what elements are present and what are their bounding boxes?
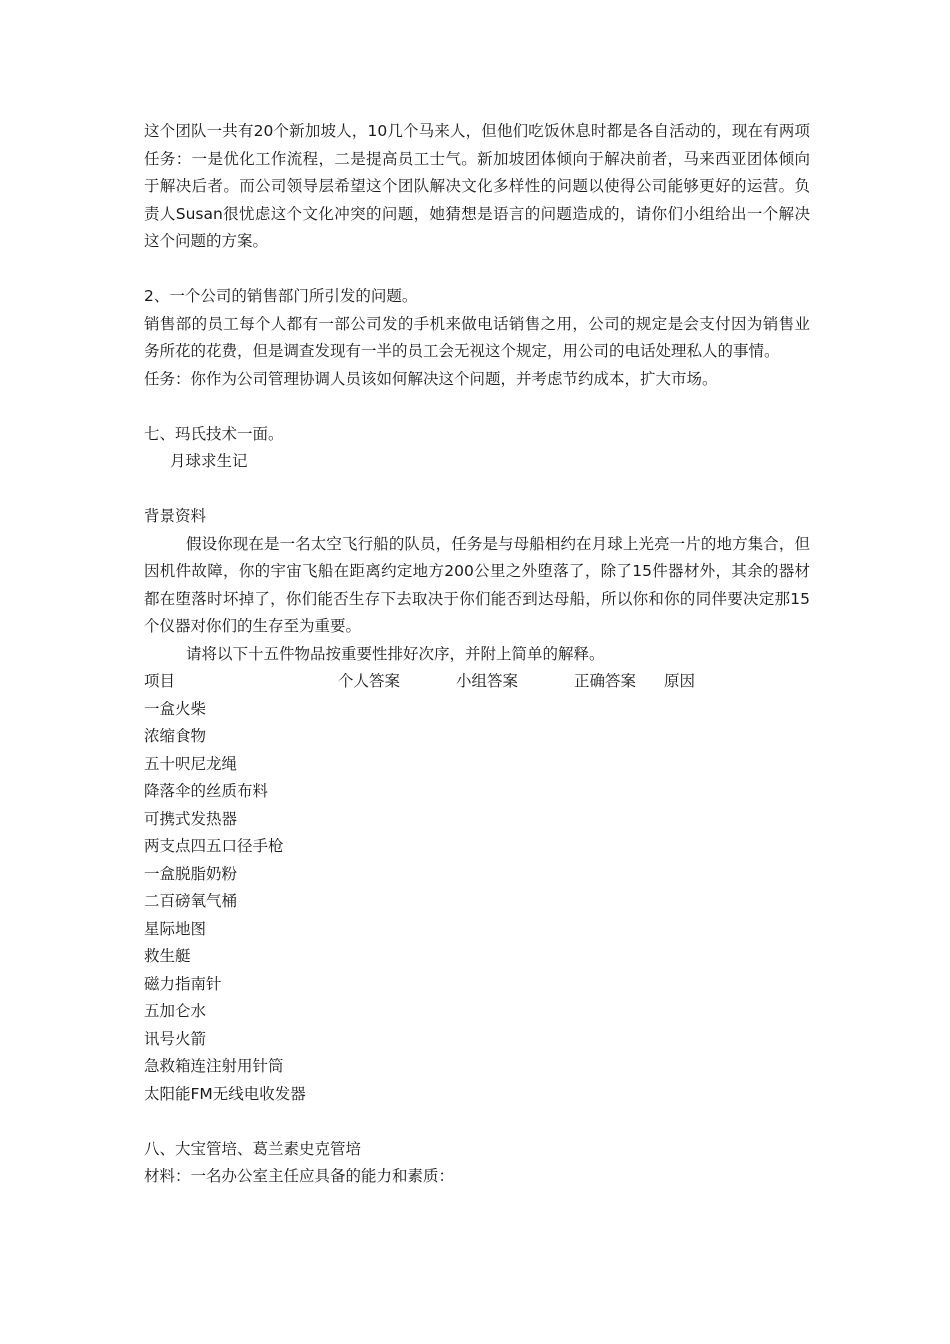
list-item: 太阳能FM无线电收发器 — [144, 1084, 306, 1103]
list-item: 一盒火柴 — [144, 699, 207, 718]
header-reason: 原因 — [664, 672, 696, 690]
background-text: 假设你现在是一名太空飞行船的队员，任务是与母船相约在月球上光亮一片的地方集合，但因机件故障，你的宇宙飞船在距离约定地方200公里之外堕落了，除了15件器材外，其余的器材都在堕落时坏掉了，你们能否生存下去取决于你们能否到达母船，所以你和你的同伴要决定那15个仪器对你们的生存至为重要。 — [144, 534, 810, 635]
sales-case-title: 2、一个公司的销售部门所引发的问题。 — [144, 287, 418, 305]
list-item: 可携式发热器 — [144, 809, 238, 828]
spacer — [144, 476, 810, 504]
list-item: 二百磅氧气桶 — [144, 892, 238, 910]
section-seven-title: 七、玛氏技术一面。 — [144, 424, 284, 443]
list-item: 讯号火箭 — [144, 1029, 207, 1048]
instruction-text: 请将以下十五件物品按重要性排好次序，并附上简单的解释。 — [186, 644, 605, 663]
list-item: 一盒脱脂奶粉 — [144, 864, 238, 883]
spacer — [144, 256, 810, 284]
header-personal-answer: 个人答案 — [338, 672, 401, 690]
list-item: 两支点四五口径手枪 — [144, 837, 284, 855]
sales-case-paragraph: 销售部的员工每个人都有一部公司发的手机来做电话销售之用，公司的规定是会支付因为销售业务所花的花费，但是调查发现有一半的员工会无视这个规定，用公司的电话处理私人的事情。 — [144, 314, 810, 360]
items-table-header — [144, 668, 810, 696]
background-label: 背景资料 — [144, 507, 207, 525]
header-item: 项目 — [144, 672, 176, 690]
section-seven-subtitle: 月球求生记 — [170, 452, 248, 470]
list-item: 五加仑水 — [144, 1002, 207, 1020]
spacer — [144, 393, 810, 421]
list-item: 降落伞的丝质布料 — [144, 782, 269, 800]
list-item: 星际地图 — [144, 919, 207, 938]
document-page — [144, 118, 810, 1191]
list-item: 五十呎尼龙绳 — [144, 754, 238, 773]
spacer — [144, 1108, 810, 1136]
singapore-case-paragraph: 这个团队一共有20个新加坡人，10几个马来人，但他们吃饭休息时都是各自活动的，现在有两项任务：一是优化工作流程，二是提高员工士气。新加坡团体倾向于解决前者，马来西亚团体倾向于解决后者。而公司领导层希望这个团队解决文化多样性的问题以使得公司能够更好的运营。负责人Susan很忧虑这个文化冲突的问题，她猜想是语言的问题造成的，请你们小组给出一个解决这个问题的方案。 — [144, 122, 810, 250]
list-item: 急救箱连注射用针筒 — [144, 1057, 284, 1075]
header-correct-answer: 正确答案 — [574, 672, 637, 690]
items-list — [144, 696, 810, 1109]
section-eight-material: 材料：一名办公室主任应具备的能力和素质： — [144, 1167, 455, 1185]
list-item: 浓缩食物 — [144, 727, 207, 745]
list-item: 救生艇 — [144, 947, 191, 965]
list-item: 磁力指南针 — [144, 974, 222, 993]
section-eight-title: 八、大宝管培、葛兰素史克管培 — [144, 1139, 362, 1158]
header-group-answer: 小组答案 — [456, 672, 519, 690]
sales-case-task: 任务：你作为公司管理协调人员该如何解决这个问题，并考虑节约成本，扩大市场。 — [144, 369, 718, 388]
